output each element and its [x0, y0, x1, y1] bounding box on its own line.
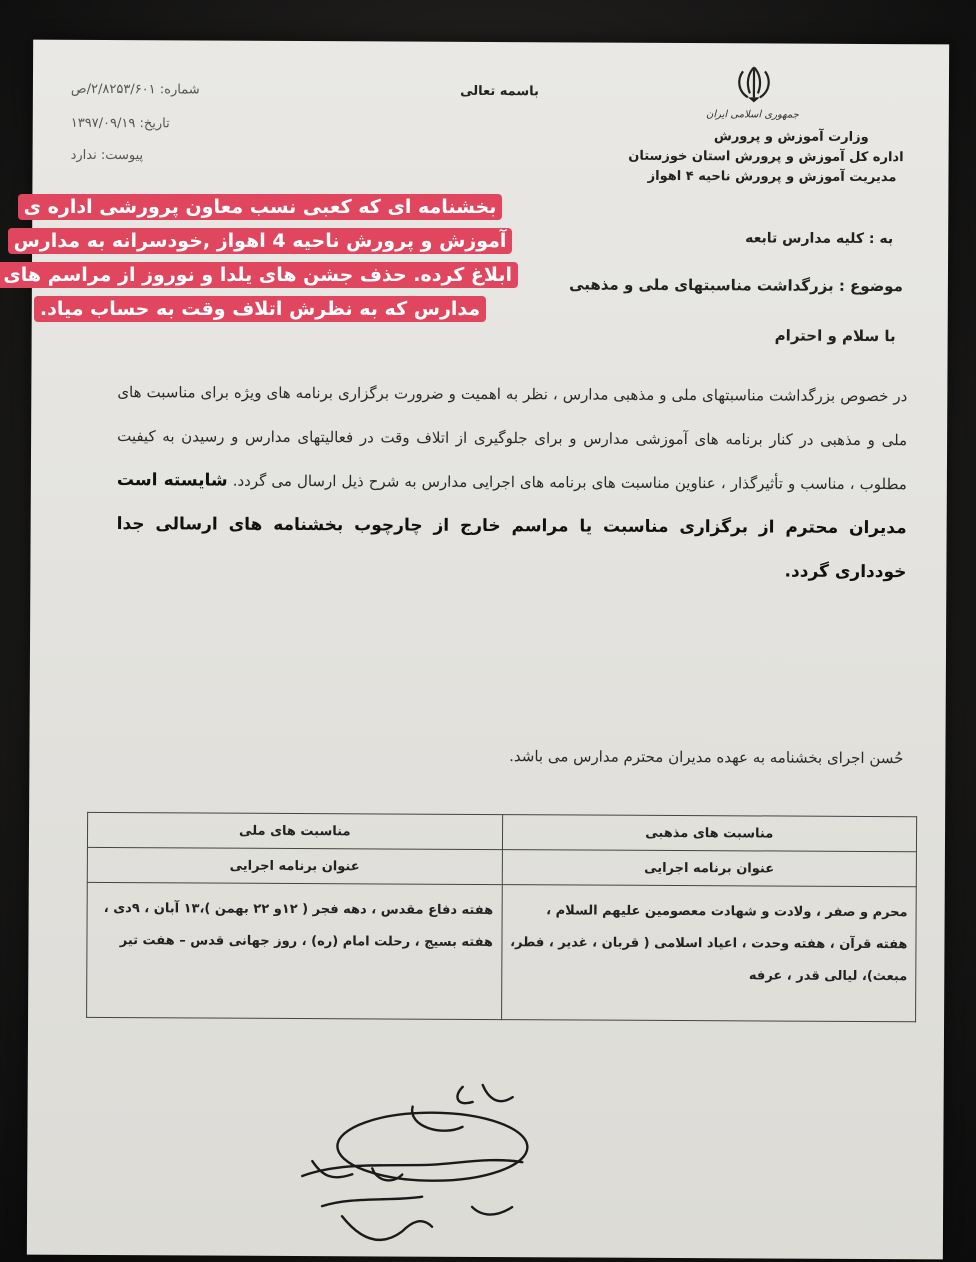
body-paragraph: در خصوص بزرگداشت مناسبتهای ملی و مذهبی مدارس ، نظر به اهمیت و ضرورت برگزاری برنامه های ویژه برای مناسبت های ملی و مذهبی در کنار برنامه های آموزشی مدارس و برای جلوگیری از اتلاف وقت در فعالیتهای مدارس و رسیدن به کیفیت مطلوب ، مناسب و تأثیرگذار ، عناوین مناسبت های برنامه های اجرایی مدارس به شرح ذیل ارسال می گردد. [117, 383, 908, 494]
district-office: مدیریت آموزش و پرورش ناحیه ۴ اهواز [647, 168, 897, 186]
ministry-name: وزارت آموزش و پرورش [713, 129, 869, 145]
letter-date: تاریخ: ۱۳۹۷/۰۹/۱۹ [70, 115, 170, 132]
closing-sentence: حُسن اجرای بخشنامه به عهده مدیران محترم مدارس می باشد. [509, 747, 904, 768]
national-occasions-list: هفته دفاع مقدس ، دهه فجر ( ۱۲و ۲۲ بهمن )،۱۳ آبان ، ۹دی ، هفته بسیج ، رحلت امام (ره) ، روز جهانی قدس – هفت تیر [87, 882, 502, 1019]
national-occasions-header: مناسبت های ملی [87, 812, 502, 849]
caption-overlay [2, 190, 518, 326]
letter-number: شماره: ۲/۸۲۵۳/۶۰۱/ص [70, 81, 200, 98]
province-office: اداره کل آموزش و پرورش استان خوزستان [628, 148, 904, 166]
religious-occasions-header: مناسبت های مذهبی [502, 815, 917, 852]
iran-emblem-icon [734, 63, 774, 105]
republic-label: جمهوری اسلامی ایران [705, 109, 799, 121]
salutation: با سلام و احترام [774, 326, 896, 346]
body-emphasis: شایسته است مدیران محترم از برگزاری مناسبت یا مراسم خارج از چارچوب بخشنامه های ارسالی جدا خودداری گردد. [116, 470, 907, 583]
occasions-table [86, 812, 917, 1022]
recipient-line: به : کلیه مدارس تابعه [745, 230, 894, 248]
religious-program-header: عنوان برنامه اجرایی [502, 850, 917, 887]
caption-text: بخشنامه ای که کعبی نسب معاون پرورشی اداره ی آموزش و پرورش ناحیه 4 اهواز ,خودسرانه به مدارس ابلاغ کرده. حذف جشن های یلدا و نوروز از مراسم های مدارس که به نظرش اتلاف وقت به حساب میاد. [0, 194, 518, 322]
religious-occasions-list: محرم و صفر ، ولادت و شهادت معصومین علیهم السلام ، هفته قرآن ، هفته وحدت ، اعیاد اسلامی ( قربان ، غدیر ، فطر، مبعث)، لیالی قدر ، عرفه [501, 885, 916, 1022]
national-program-header: عنوان برنامه اجرایی [87, 847, 502, 884]
subject-line: موضوع : بزرگداشت مناسبتهای ملی و مذهبی [569, 275, 903, 296]
bismillah-heading: باسمه تعالی [460, 83, 539, 100]
letter-attachment: پیوست: ندارد [70, 147, 144, 164]
letter-body [116, 370, 907, 594]
handwritten-signature [282, 1066, 543, 1257]
